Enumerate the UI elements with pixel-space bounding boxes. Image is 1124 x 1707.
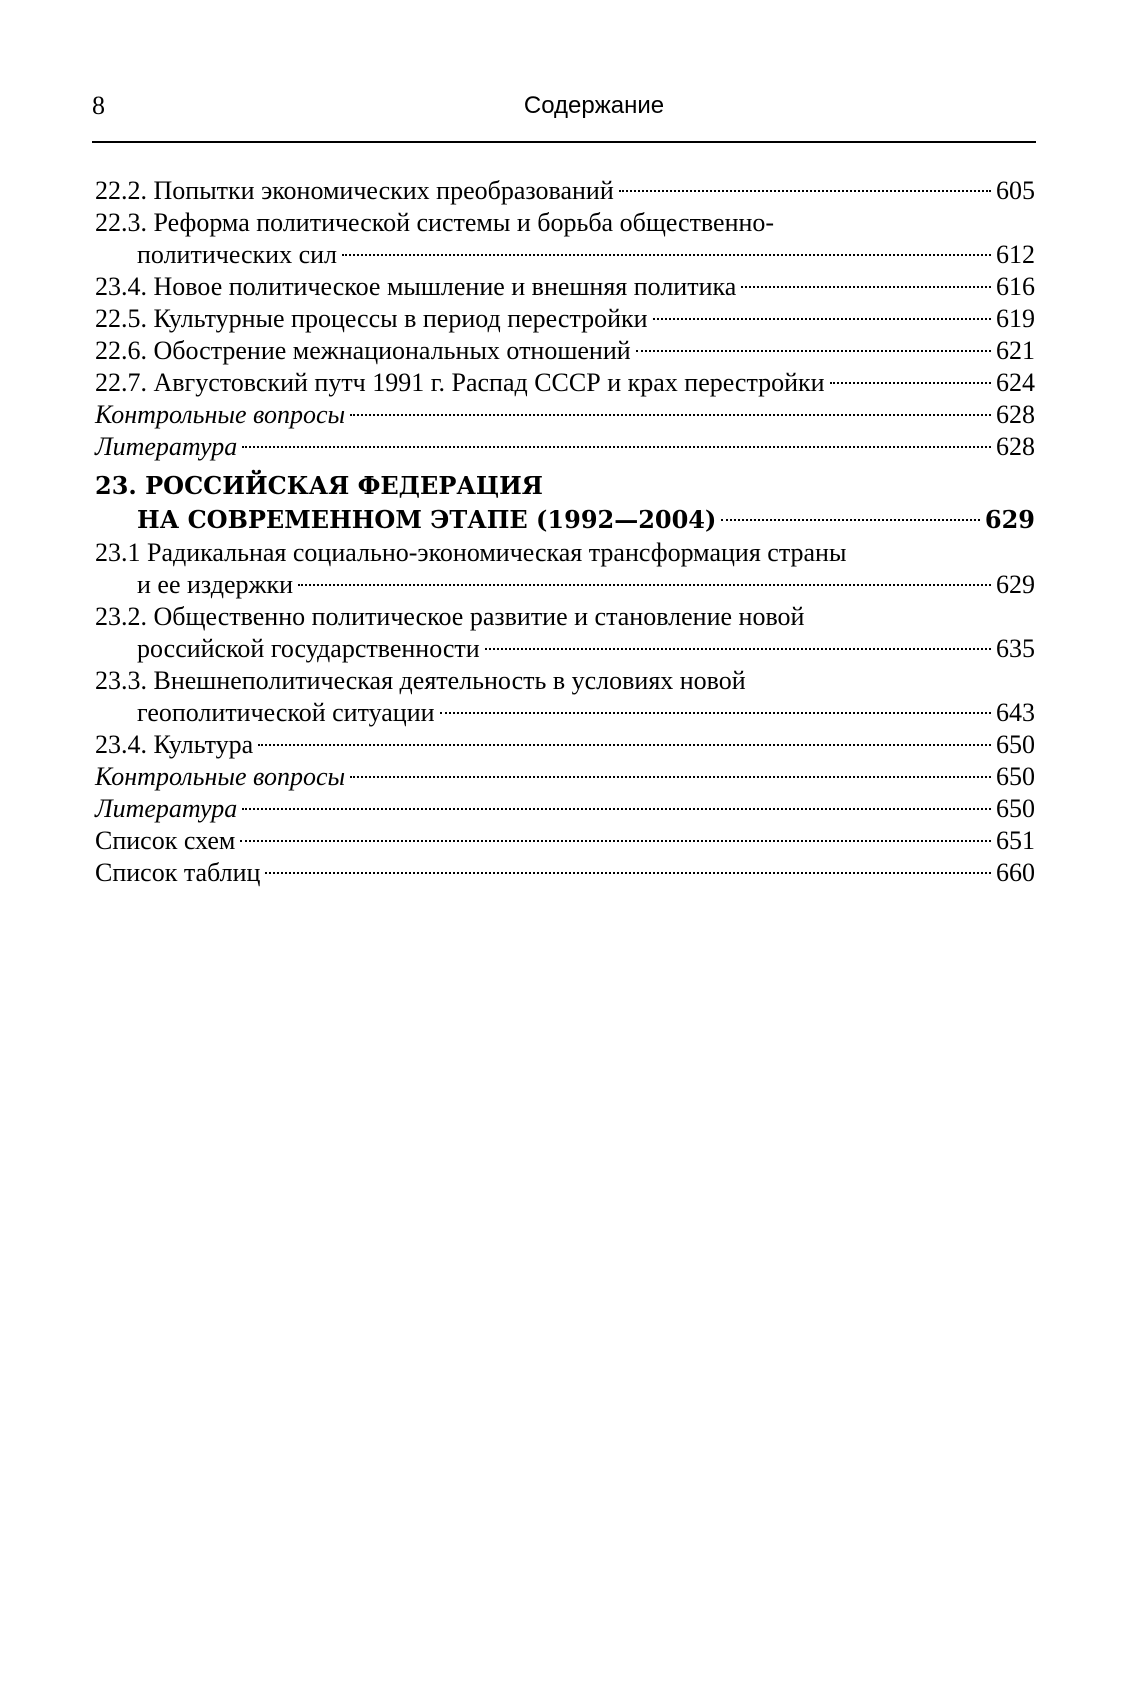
page-number: 8 bbox=[92, 91, 105, 120]
toc-entry-page: 650 bbox=[996, 762, 1035, 791]
toc-entry[interactable] bbox=[95, 665, 1035, 729]
toc-entry-list-of-tables[interactable] bbox=[95, 857, 1035, 889]
toc-entry-title: 23.4. Новое политическое мышление и внешняя политика bbox=[95, 272, 737, 301]
toc-entry-title: Литература bbox=[95, 432, 238, 461]
header-rule bbox=[92, 141, 1036, 143]
dot-leader bbox=[298, 584, 991, 586]
toc-entry-title: Контрольные вопросы bbox=[95, 762, 346, 791]
dot-leader bbox=[258, 744, 991, 746]
dot-leader bbox=[350, 414, 991, 416]
toc-entry[interactable] bbox=[95, 729, 1035, 761]
dot-leader bbox=[242, 446, 991, 448]
toc-entry-title: 23.2. Общественно политическое развитие и становление новой bbox=[95, 602, 805, 631]
toc-entry-page: 621 bbox=[996, 336, 1035, 365]
toc-entry-page: 619 bbox=[996, 304, 1035, 333]
dot-leader bbox=[242, 808, 991, 810]
dot-leader bbox=[265, 872, 991, 874]
dot-leader bbox=[485, 648, 991, 650]
toc-entry-review-questions[interactable] bbox=[95, 761, 1035, 793]
chapter-page: 629 bbox=[984, 505, 1035, 534]
toc-entry-review-questions[interactable] bbox=[95, 399, 1035, 431]
toc-entry-page: 629 bbox=[996, 570, 1035, 599]
toc-entry-title-continuation: геополитической ситуации bbox=[137, 698, 435, 727]
dot-leader bbox=[830, 382, 991, 384]
toc-entry-literature[interactable] bbox=[95, 793, 1035, 825]
toc-entry[interactable] bbox=[95, 303, 1035, 335]
toc-entry-page: 650 bbox=[996, 730, 1035, 759]
toc-entry-page: 643 bbox=[996, 698, 1035, 727]
toc-entry-title: 22.7. Августовский путч 1991 г. Распад СССР и крах перестройки bbox=[95, 368, 825, 397]
toc-entry[interactable] bbox=[95, 175, 1035, 207]
page-header bbox=[92, 86, 1036, 126]
toc-entry-title: 23.1 Радикальная социально-экономическая трансформация страны bbox=[95, 538, 847, 567]
dot-leader bbox=[342, 254, 991, 256]
toc-entry[interactable] bbox=[95, 601, 1035, 665]
toc-entry-list-of-schemes[interactable] bbox=[95, 825, 1035, 857]
toc-entry-title: Список таблиц bbox=[95, 858, 261, 887]
toc-entry-page: 650 bbox=[996, 794, 1035, 823]
toc-entry-literature[interactable] bbox=[95, 431, 1035, 463]
toc-entry-title: 22.5. Культурные процессы в период перестройки bbox=[95, 304, 648, 333]
toc-entry-page: 605 bbox=[996, 176, 1035, 205]
dot-leader bbox=[240, 840, 991, 842]
toc-entry-title-continuation: политических сил bbox=[137, 240, 338, 269]
dot-leader bbox=[440, 712, 991, 714]
toc-entry-page: 635 bbox=[996, 634, 1035, 663]
table-of-contents bbox=[95, 175, 1035, 889]
toc-entry[interactable] bbox=[95, 207, 1035, 271]
toc-entry[interactable] bbox=[95, 271, 1035, 303]
dot-leader bbox=[619, 190, 991, 192]
toc-entry-page: 616 bbox=[996, 272, 1035, 301]
dot-leader bbox=[636, 350, 991, 352]
dot-leader bbox=[721, 519, 980, 521]
dot-leader bbox=[350, 776, 991, 778]
toc-entry-title-continuation: и ее издержки bbox=[137, 570, 293, 599]
toc-entry-page: 651 bbox=[996, 826, 1035, 855]
toc-entry-title: 23.3. Внешнеполитическая деятельность в условиях новой bbox=[95, 666, 746, 695]
toc-entry-page: 628 bbox=[996, 432, 1035, 461]
toc-entry-title-continuation: российской государственности bbox=[137, 634, 480, 663]
toc-entry-page: 628 bbox=[996, 400, 1035, 429]
toc-entry-page: 624 bbox=[996, 368, 1035, 397]
toc-entry-title: Контрольные вопросы bbox=[95, 400, 346, 429]
chapter-title-continuation: НА СОВРЕМЕННОМ ЭТАПЕ (1992—2004) bbox=[137, 505, 717, 534]
toc-entry-title: Литература bbox=[95, 794, 238, 823]
toc-entry-title: 23.4. Культура bbox=[95, 730, 254, 759]
chapter-title: 23. РОССИЙСКАЯ ФЕДЕРАЦИЯ bbox=[95, 471, 543, 500]
running-title: Содержание bbox=[523, 92, 665, 119]
dot-leader bbox=[653, 318, 991, 320]
toc-entry-title: 22.3. Реформа политической системы и борьба общественно- bbox=[95, 208, 775, 237]
toc-entry[interactable] bbox=[95, 537, 1035, 601]
toc-entry-title: 22.2. Попытки экономических преобразований bbox=[95, 176, 614, 205]
toc-entry[interactable] bbox=[95, 367, 1035, 399]
toc-entry-title: Список схем bbox=[95, 826, 236, 855]
toc-entry-page: 612 bbox=[996, 240, 1035, 269]
dot-leader bbox=[741, 286, 991, 288]
toc-entry[interactable] bbox=[95, 335, 1035, 367]
toc-chapter-heading[interactable] bbox=[95, 469, 1035, 537]
toc-entry-page: 660 bbox=[996, 858, 1035, 887]
toc-entry-title: 22.6. Обострение межнациональных отношений bbox=[95, 336, 631, 365]
